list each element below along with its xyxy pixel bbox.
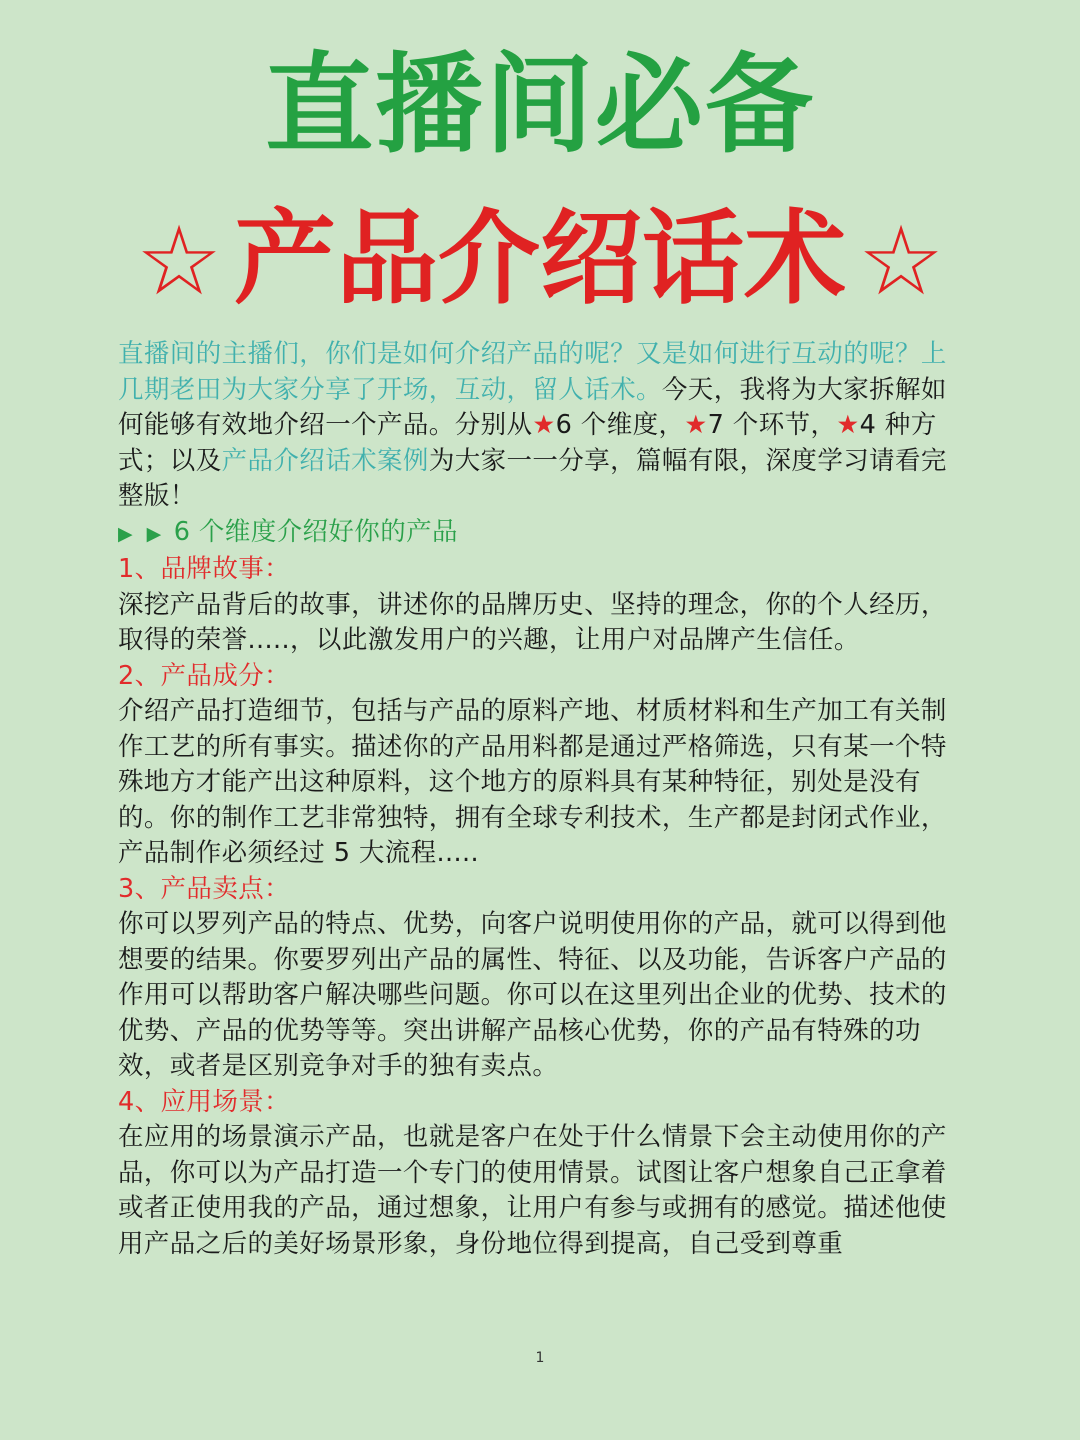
item-body: 深挖产品背后的故事，讲述你的品牌历史、坚持的理念，你的个人经历，取得的荣誉.....，以此激发用户的兴趣，让用户对品牌产生信任。 bbox=[118, 589, 947, 655]
title-sub-text: 产品介绍话术 bbox=[234, 199, 846, 319]
item-heading: 2、产品成分： bbox=[118, 660, 291, 691]
intro-dimension-1: 6 个维度， bbox=[555, 410, 685, 440]
item-heading: 1、品牌故事： bbox=[118, 554, 291, 584]
intro-text-1: 今天，我将为大家拆解如何能够有效地介绍一个产品。分别从 bbox=[118, 374, 947, 440]
item-heading: 4、应用场景： bbox=[118, 1086, 291, 1117]
item-body: 你可以罗列产品的特点、优势，向客户说明使用你的产品，就可以得到他想要的结果。你要罗列出产品的属性、特征、以及功能，告诉客户产品的作用可以帮助客户解决哪些问题。你可以在这里列出企业的优势、技术的优势、产品的优势等等。突出讲解产品核心优势，你的产品有特殊的功效，或者是区别竞争对手的独有卖点。 bbox=[118, 909, 947, 1081]
item-body: 介绍产品打造细节，包括与产品的原料产地、材质材料和生产加工有关制作工艺的所有事实。描述你的产品用料都是通过严格筛选，只有某一个特殊地方才能产出这种原料，这个地方的原料具有某种特征，别处是没有的。你的制作工艺非常独特，拥有全球专利技术，生产都是封闭式作业，产品制作必须经过 5 大流程..... bbox=[118, 696, 947, 868]
star-right-icon: ☆ bbox=[858, 205, 945, 317]
intro-case-link-text: 产品介绍话术案例 bbox=[221, 445, 429, 476]
article-body bbox=[118, 337, 966, 1262]
section-heading bbox=[118, 515, 966, 553]
intro-paragraph bbox=[118, 337, 966, 515]
star-icon: ★ bbox=[836, 410, 860, 440]
intro-teal-text: 直播间的主播们，你们是如何介绍产品的呢？又是如何进行互动的呢？上几期老田为大家分享了开场，互动，留人话术。 bbox=[118, 339, 947, 405]
star-icon: ★ bbox=[532, 410, 556, 440]
page-number: 1 bbox=[535, 1350, 545, 1366]
item-body: 在应用的场景演示产品，也就是客户在处于什么情景下会主动使用你的产品，你可以为产品打造一个专门的使用情景。试图让客户想象自己正拿着或者正使用我的产品，通过想象，让用户有参与或拥有的感觉。描述他使用产品之后的美好场景形象，身份地位得到提高，自己受到尊重 bbox=[118, 1122, 947, 1259]
star-icon: ★ bbox=[684, 410, 708, 440]
double-arrow-icon: ▶ ▶ bbox=[118, 522, 166, 545]
intro-dimension-2: 7 个环节， bbox=[707, 410, 837, 440]
item-heading: 3、产品卖点： bbox=[118, 873, 291, 904]
star-left-icon: ☆ bbox=[135, 205, 222, 317]
title-main-text: 直播间必备 bbox=[264, 42, 815, 168]
intro-dimension-3: 4 种方式；以及 bbox=[118, 410, 937, 476]
title-main bbox=[0, 40, 1080, 170]
section-heading-text: 6 个维度介绍好你的产品 bbox=[173, 516, 458, 547]
title-sub bbox=[0, 196, 1080, 324]
intro-text-2: 为大家一一分享，篇幅有限，深度学习请看完整版！ bbox=[118, 445, 947, 511]
